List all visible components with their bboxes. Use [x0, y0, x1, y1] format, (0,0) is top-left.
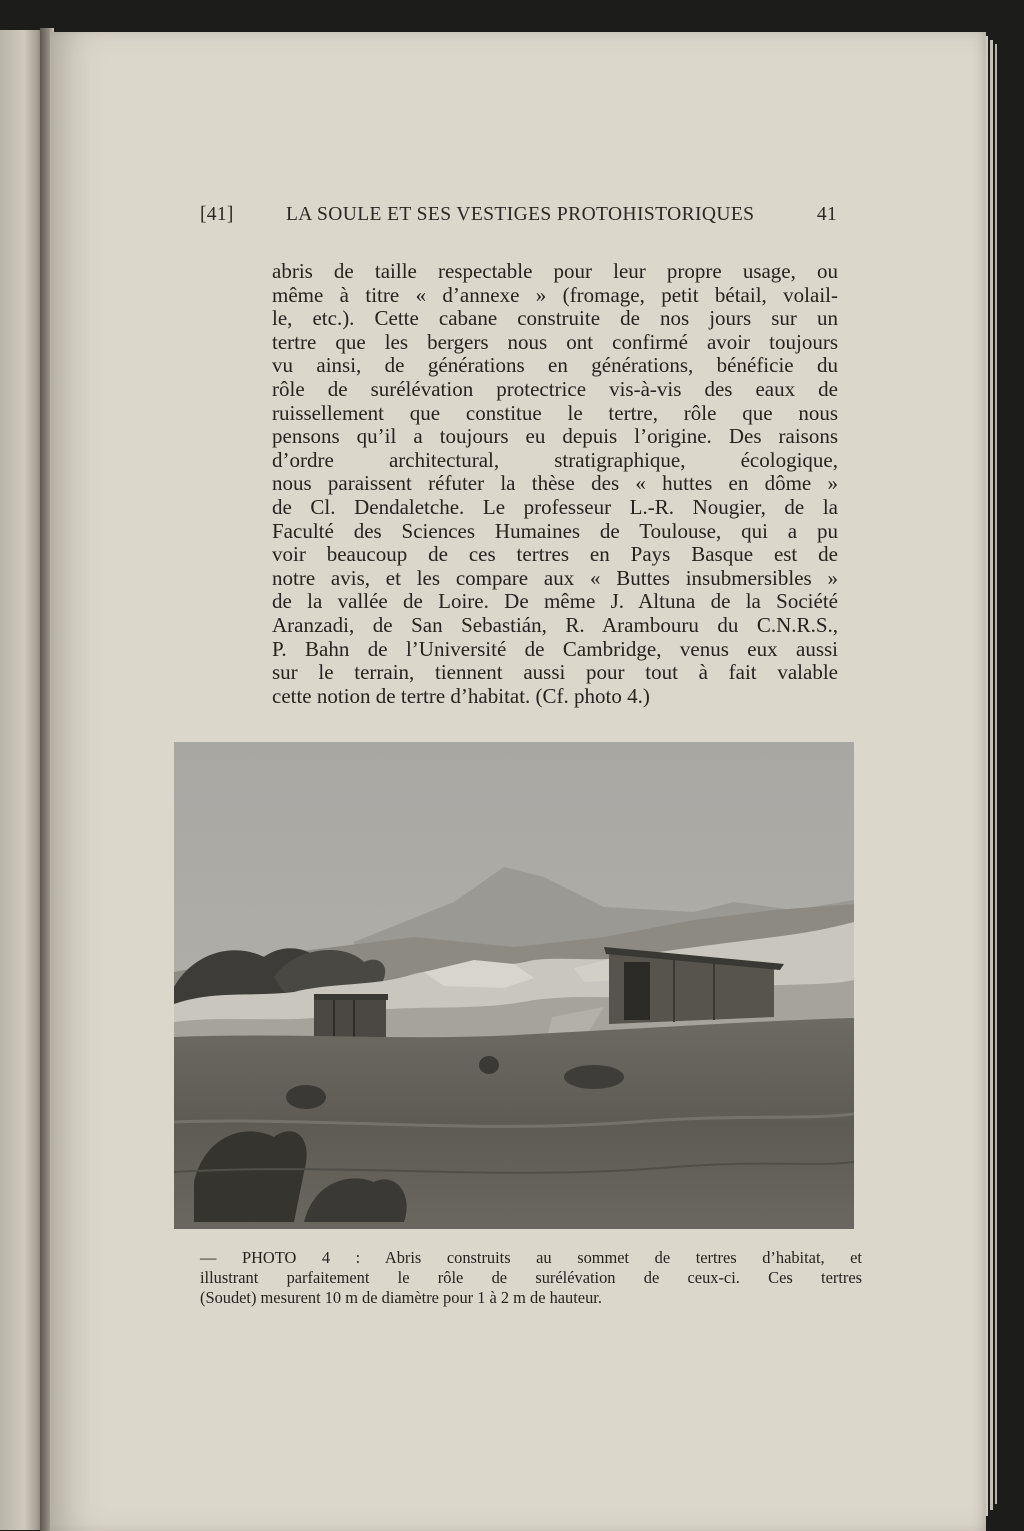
body-line: tertre que les bergers nous ont confirmé avoir toujours	[272, 329, 838, 354]
body-line: cette notion de tertre d’habitat. (Cf. photo 4.)	[272, 683, 650, 708]
body-line: pensons qu’il a toujours eu depuis l’origine. Des raisons	[272, 424, 838, 449]
body-line: nous paraissent réfuter la thèse des « huttes en dôme »	[272, 471, 838, 496]
body-line: voir beaucoup de ces tertres en Pays Basque est de	[272, 542, 838, 567]
book-page	[50, 32, 986, 1531]
body-line: le, etc.). Cette cabane construite de nos jours sur un	[272, 306, 838, 331]
page-number: 41	[816, 204, 837, 225]
body-line: d’ordre architectural, stratigraphique, écologique,	[272, 447, 838, 472]
body-line: Faculté des Sciences Humaines de Toulouse, qui a pu	[272, 518, 838, 543]
body-line: abris de taille respectable pour leur propre usage, ou	[272, 259, 838, 283]
page-edge	[995, 44, 997, 1504]
body-line: rôle de surélévation protectrice vis-à-vis des eaux de	[272, 376, 838, 401]
body-line: de Cl. Dendaletche. Le professeur L.-R. Nougier, de la	[272, 494, 838, 519]
caption-line: illustrant parfaitement le rôle de surélévation de ceux-ci. Ces tertres	[200, 1268, 862, 1287]
body-line: P. Bahn de l’Université de Cambridge, venus eux aussi	[272, 636, 838, 661]
landscape-photo	[174, 742, 854, 1229]
caption-line: (Soudet) mesurent 10 m de diamètre pour 1 à 2 m de hauteur.	[200, 1288, 602, 1307]
header-running-title: LA SOULE ET SES VESTIGES PROTOHISTORIQUES	[286, 204, 755, 225]
body-line: notre avis, et les compare aux « Buttes insubmersibles »	[272, 565, 838, 590]
caption-line: — PHOTO 4 : Abris construits au sommet de tertres d’habitat, et	[200, 1248, 862, 1267]
body-line: de la vallée de Loire. De même J. Altuna de la Société	[272, 589, 838, 614]
photo-4	[174, 742, 854, 1229]
header-page-ref: [41]	[200, 204, 234, 225]
page-edge	[990, 40, 993, 1510]
body-line: vu ainsi, de générations en générations, bénéficie du	[272, 353, 838, 378]
body-line: ruissellement que constitue le tertre, rôle que nous	[272, 400, 838, 425]
body-line: même à titre « d’annexe » (fromage, petit bétail, volail-	[272, 282, 838, 307]
photo-caption	[200, 1248, 862, 1308]
running-header	[200, 204, 990, 234]
body-line: Aranzadi, de San Sebastián, R. Arambouru du C.N.R.S.,	[272, 612, 838, 637]
body-paragraph	[272, 260, 838, 708]
body-line: sur le terrain, tiennent aussi pour tout à fait valable	[272, 660, 838, 685]
facing-page-edge	[0, 30, 44, 1530]
